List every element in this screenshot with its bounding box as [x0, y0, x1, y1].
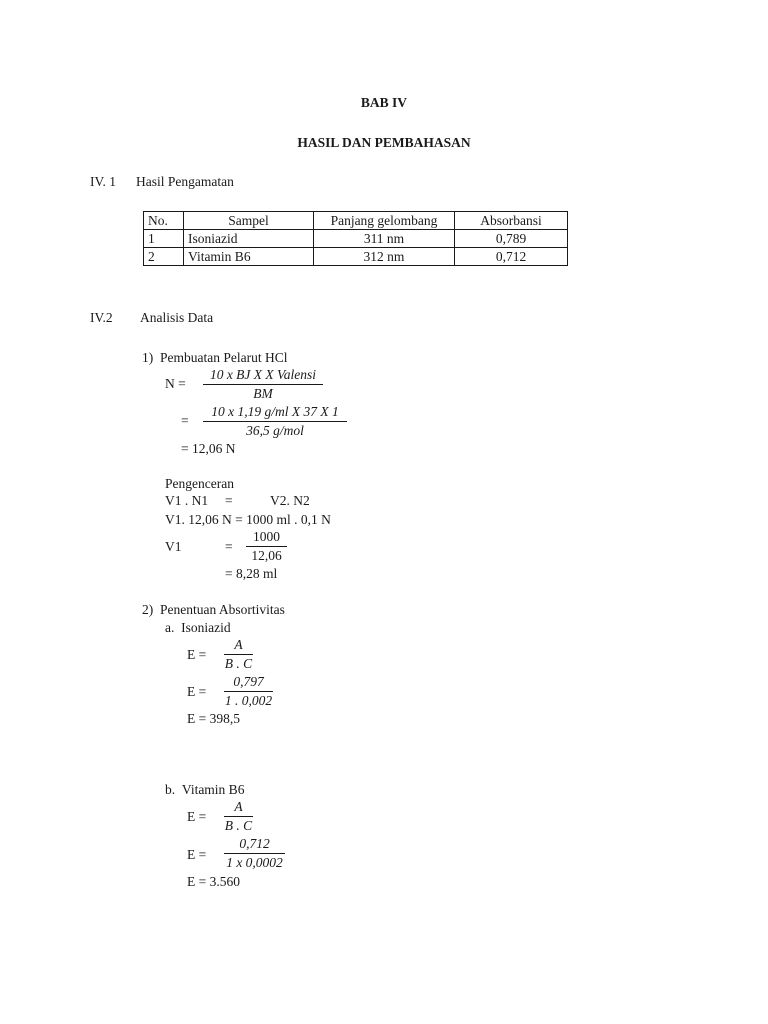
- normality-result: = 12,06 N: [181, 441, 236, 456]
- formula2-denominator: 36,5 g/mol: [246, 423, 304, 438]
- fraction-bar: [224, 816, 253, 817]
- formula2-fraction: [203, 404, 347, 440]
- chapter-title: HASIL DAN PEMBAHASAN: [297, 135, 471, 150]
- v1-equals: =: [225, 539, 233, 554]
- fraction-bar: [224, 853, 285, 854]
- cell-wavelength: 312 nm: [314, 248, 455, 266]
- isoniazid-e1-fraction: [224, 637, 253, 673]
- v1-denominator: 12,06: [251, 548, 282, 563]
- fraction-bar: [203, 421, 347, 422]
- cell-no: 1: [144, 230, 184, 248]
- cell-wavelength: 311 nm: [314, 230, 455, 248]
- n-label: N =: [165, 376, 186, 391]
- fraction-bar: [224, 691, 273, 692]
- fraction-bar: [203, 384, 323, 385]
- vitamin-b6-e2-numerator: 0,712: [239, 836, 270, 851]
- step1-heading: 1) Pembuatan Pelarut HCl: [142, 350, 288, 365]
- header-no: No.: [144, 212, 184, 230]
- dilution-equals: =: [225, 493, 233, 508]
- v1-numerator: 1000: [253, 529, 280, 544]
- isoniazid-e2-denominator: 1 . 0,002: [224, 693, 273, 708]
- table-row: [144, 230, 568, 248]
- dilution-title: Pengenceran: [165, 476, 234, 491]
- cell-sample: Isoniazid: [184, 230, 314, 248]
- vitamin-b6-label: b. Vitamin B6: [165, 782, 245, 797]
- vitamin-b6-e1-denominator: B . C: [224, 818, 253, 833]
- observation-table: [143, 211, 568, 266]
- vitamin-b6-result: E = 3.560: [187, 874, 240, 889]
- formula2-numerator: 10 x 1,19 g/ml X 37 X 1: [211, 404, 339, 419]
- dilution-v1n1: V1 . N1: [165, 493, 209, 508]
- step2-heading: 2) Penentuan Absortivitas: [142, 602, 285, 617]
- v1-result: = 8,28 ml: [225, 566, 278, 581]
- chapter-number: BAB IV: [360, 95, 408, 110]
- fraction-bar: [246, 546, 287, 547]
- isoniazid-e1-label: E =: [187, 647, 207, 662]
- vitamin-b6-e1-numerator: A: [234, 799, 243, 814]
- section1-title: Hasil Pengamatan: [136, 174, 234, 189]
- header-wavelength: Panjang gelombang: [314, 212, 455, 230]
- fraction-bar: [224, 654, 253, 655]
- formula1-fraction: [203, 367, 323, 403]
- cell-absorbance: 0,789: [455, 230, 568, 248]
- vitamin-b6-e2-label: E =: [187, 847, 207, 862]
- table-header-row: [144, 212, 568, 230]
- dilution-v2n2: V2. N2: [270, 493, 310, 508]
- formula1-denominator: BM: [253, 386, 273, 401]
- vitamin-b6-e1-label: E =: [187, 809, 207, 824]
- formula1-numerator: 10 x BJ X X Valensi: [209, 367, 317, 382]
- equals-sign: =: [181, 413, 189, 428]
- header-sample: Sampel: [184, 212, 314, 230]
- cell-no: 2: [144, 248, 184, 266]
- isoniazid-e2-numerator: 0,797: [233, 674, 264, 689]
- section2-title: Analisis Data: [140, 310, 214, 325]
- vitamin-b6-e2-denominator: 1 x 0,0002: [226, 855, 283, 870]
- v1-fraction: [246, 529, 287, 565]
- isoniazid-e1-numerator: A: [234, 637, 243, 652]
- isoniazid-e2-fraction: [224, 674, 273, 710]
- header-absorbance: Absorbansi: [455, 212, 568, 230]
- vitamin-b6-e2-fraction: [224, 836, 285, 872]
- cell-sample: Vitamin B6: [184, 248, 314, 266]
- isoniazid-e2-label: E =: [187, 684, 207, 699]
- table-row: [144, 248, 568, 266]
- section1-number: IV. 1: [90, 174, 117, 189]
- cell-absorbance: 0,712: [455, 248, 568, 266]
- vitamin-b6-e1-fraction: [224, 799, 253, 835]
- section2-number: IV.2: [90, 310, 113, 325]
- isoniazid-label: a. Isoniazid: [165, 620, 231, 635]
- v1-label: V1: [165, 539, 182, 554]
- isoniazid-result: E = 398,5: [187, 711, 240, 726]
- isoniazid-e1-denominator: B . C: [224, 656, 253, 671]
- dilution-substitution: V1. 12,06 N = 1000 ml . 0,1 N: [165, 512, 331, 527]
